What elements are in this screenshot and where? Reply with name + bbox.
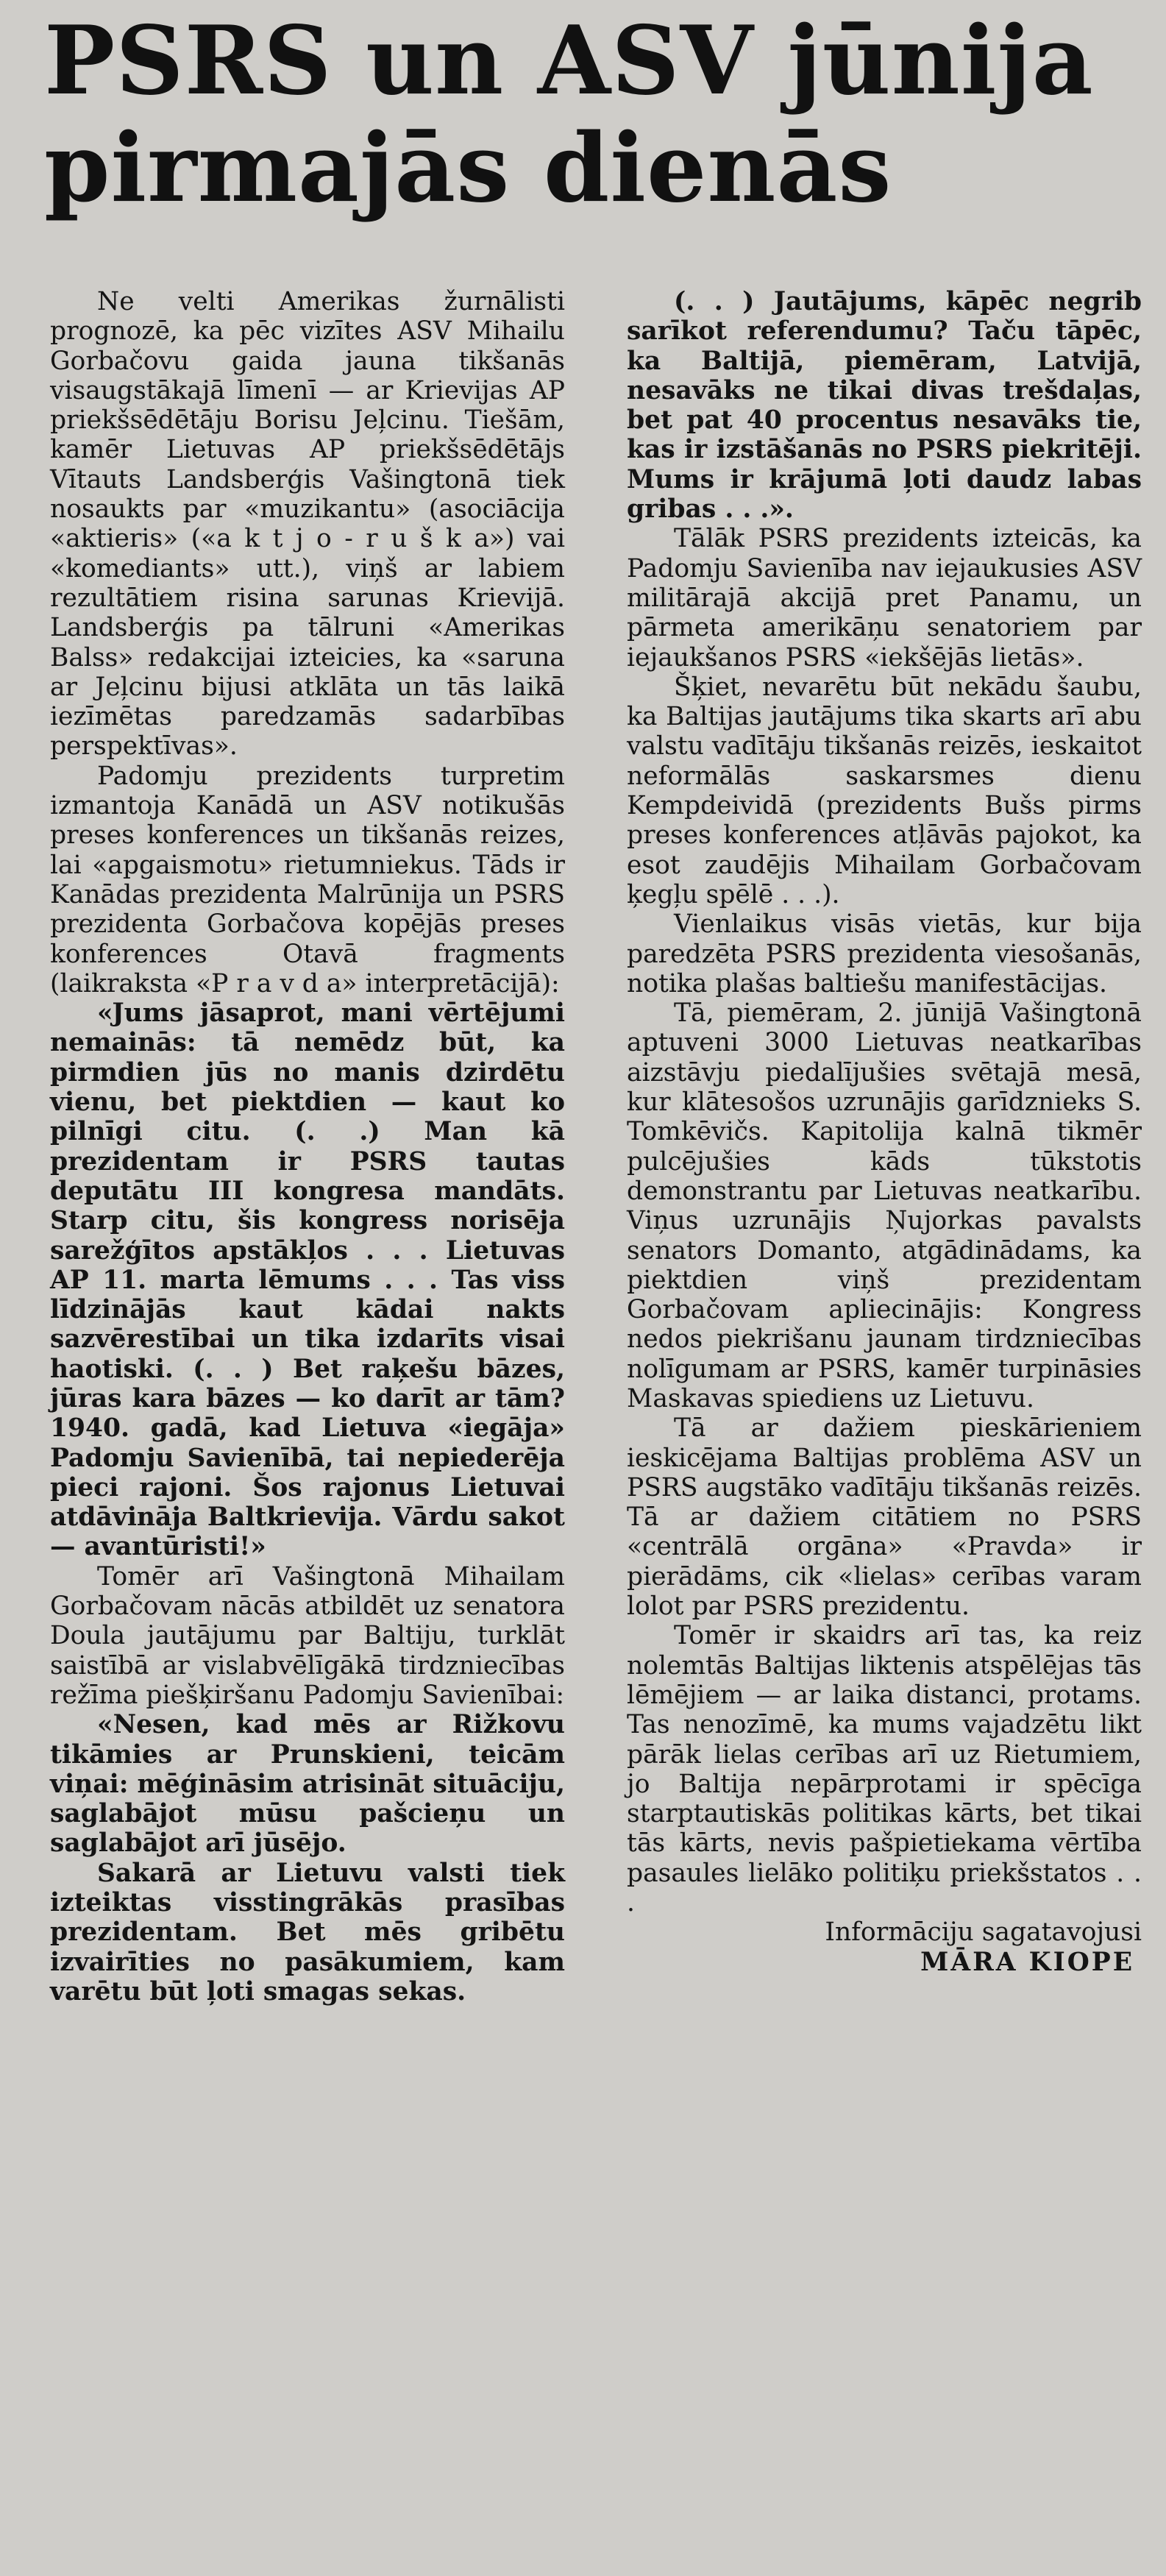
paragraph: Sakarā ar Lietuvu valsti tiek izteiktas visstingrākās prasības prezidentam. Bet mēs gribētu izvairīties no pasākumiem, kam varētu būt ļoti smagas sekas. (50, 1858, 565, 2006)
paragraph: Tā ar dažiem pieskārieniem ieskicējama Baltijas problēma ASV un PSRS augstāko vadītāju tikšanās reizēs. Tā ar dažiem citātiem no PSRS «centrālā orgāna» «Pravda» ir pierādāms, cik «lielas» cerības varam lolot par PSRS prezidentu. (627, 1413, 1142, 1622)
paragraph: Tomēr arī Vašingtonā Mihailam Gorbačovam nācās atbildēt uz senatora Doula jautājumu par Baltiju, turklāt saistībā ar vislabvēlīgākā tirdzniecības režīma piešķiršanu Padomju Savienībai: (50, 1561, 565, 1710)
paragraph: Ne velti Amerikas žurnālisti prognozē, ka pēc vizītes ASV Mihailu Gorbačovu gaida jauna tikšanās visaugstākajā līmenī — ar Krievijas AP priekšsēdētāju Borisu Jeļcinu. Tiešām, kamēr Lietuvas AP priekšsēdētājs Vītauts Landsberģis Vašingtonā tiek nosaukts par «muzikantu» (asociācija «aktieris» («a k t j o - r u š k a») vai «komediants» utt.), viņš ar labiem rezultātiem risina sarunas Krievijā. Landsberģis pa tālruni «Amerikas Balss» redakcijai izteicies, ka «saruna ar Jeļcinu bijusi atklāta un tās laikā iezīmētas paredzamās sadarbības perspektīvas». (50, 287, 565, 762)
paragraph: Šķiet, nevarētu būt nekādu šaubu, ka Baltijas jautājums tika skarts arī abu valstu vadītāju tikšanās reizēs, ieskaitot neformālās saskarsmes dienu Kempdeividā (prezidents Bušs pirms preses konferences atļāvās pajokot, ka esot zaudējis Mihailam Gorbačovam ķegļu spēlē . . .). (627, 672, 1142, 909)
paragraph: Tā, piemēram, 2. jūnijā Vašingtonā aptuveni 3000 Lietuvas neatkarības aizstāvju piedalījušies svētajā mesā, kur klātesošos uzrunājis garīdznieks S. Tomkēvičs. Kapitolija kalnā tikmēr pulcējušies kāds tūkstotis demonstrantu par Lietuvas neatkarību. Viņus uzrunājis Ņujorkas pavalsts senators Domanto, atgādinādams, ka piektdien viņš prezidentam Gorbačovam apliecinājis: Kongress nedos piekrišanu jaunam tirdzniecības nolīgumam ar PSRS, kamēr turpināsies Maskavas spiediens uz Lietuvu. (627, 998, 1142, 1413)
paragraph: Padomju prezidents turpretim izmantoja Kanādā un ASV notikušās preses konferences un tikšanās reizes, lai «apgaismotu» rietumniekus. Tāds ir Kanādas prezidenta Malrūnija un PSRS prezidenta Gorbačova kopējās preses konferences Otavā fragments (laikraksta «P r a v d a» interpretācijā): (50, 761, 565, 998)
author-name: MĀRA KIOPE (920, 1947, 1134, 1977)
credit-line: Informāciju sagatavojusi (825, 1917, 1142, 1948)
paragraph: «Nesen, kad mēs ar Rižkovu tikāmies ar Prunskieni, teicām viņai: mēģināsim atrisināt situāciju, saglabājot mūsu pašcieņu un saglabājot arī jūsējo. (50, 1710, 565, 1859)
paragraph: «Jums jāsaprot, mani vērtējumi nemainās: tā nemēdz būt, ka pirmdien jūs no manis dzirdētu vienu, bet piektdien — kaut ko pilnīgi citu. (. .) Man kā prezidentam ir PSRS tautas deputātu III kongresa mandāts. Starp citu, šis kongress norisēja sarežģītos apstākļos . . . Lietuvas AP 11. marta lēmums . . . Tas viss līdzinājās kaut kādai nakts sazvērestībai un tika izdarīts visai haotiski. (. . ) Bet raķešu bāzes, jūras kara bāzes — ko darīt ar tām? 1940. gadā, kad Lietuva «iegāja» Padomju Savienībā, tai nepiederēja pieci rajoni. Šos rajonus Lietuvai atdāvināja Baltkrievija. Vārdu sakot — avantūristi!» (50, 998, 565, 1562)
right-column (627, 287, 1142, 1977)
paragraph: Tomēr ir skaidrs arī tas, ka reiz nolemtās Baltijas liktenis atspēlējas tās lēmējiem — ar laika distanci, protams. Tas nenozīmē, ka mums vajadzētu likt pārāk lielas cerības arī uz Rietumiem, jo Baltija nepārprotami ir spēcīga starptautiskās politikas kārts, bet tikai tās kārts, nevis pašpietiekama vērtība pasaules lielāko politiķu priekšstatos . . . (627, 1621, 1142, 1918)
right-column-body (627, 287, 1142, 1917)
paragraph: Vienlaikus visās vietās, kur bija paredzēta PSRS prezidenta viesošanās, notika plašas baltiešu manifestācijas. (627, 909, 1142, 998)
headline: PSRS un ASV jūnija pirmajās dienās (44, 6, 1094, 224)
paragraph: Tālāk PSRS prezidents izteicās, ka Padomju Savienība nav iejaukusies ASV militārajā akcijā pret Panamu, un pārmeta amerikāņu senatoriem par iejaukšanos PSRS «iekšējās lietās». (627, 524, 1142, 673)
left-column (50, 287, 565, 2006)
paragraph: (. . ) Jautājums, kāpēc negrib sarīkot referendumu? Taču tāpēc, ka Baltijā, piemēram, Latvijā, nesavāks ne tikai divas trešdaļas, bet pat 40 procentus nesavāks tie, kas ir izstāšanās no PSRS piekritēji. Mums ir krājumā ļoti daudz labas gribas . . .». (627, 287, 1142, 525)
